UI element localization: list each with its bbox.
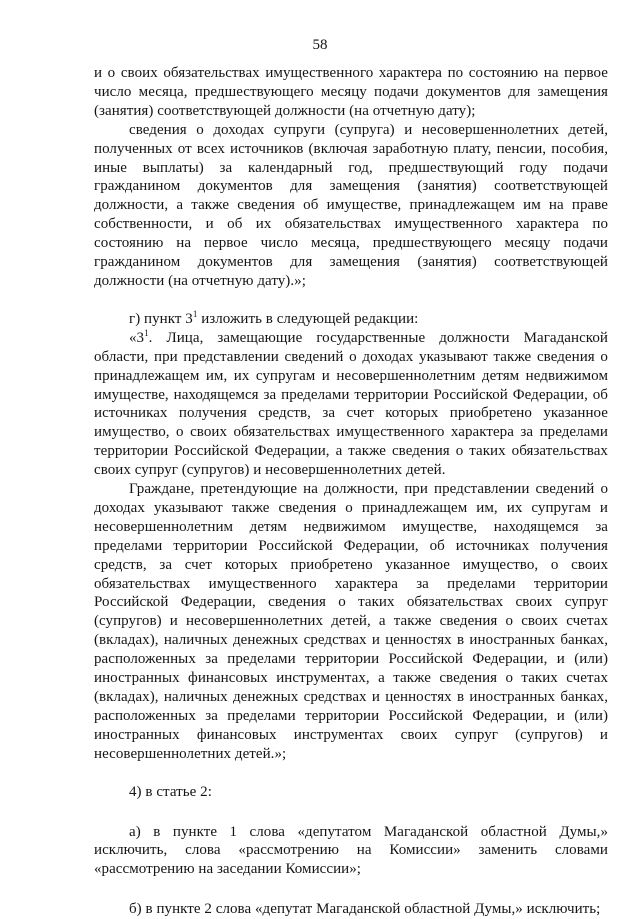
paragraph-article-2: 4) в статье 2: bbox=[129, 783, 212, 800]
paragraph-citizens-applicants: Граждане, претендующие на должности, при представлении сведений о доходах указывают также сведения о принадлежащем им, их супругам и несовершеннолетним детям недвижимом имуществе, находящемся за пределами территории Российской Федерации, об источниках получения средств, за счет которых приобретено указанное имущество, о своих обязательствах имущественного характера за пределами территории Российской Федерации, сведения о таких обязательствах своих супруг (супругов) и несовершеннолетних детей, а также сведения о своих счетах (вкладах), наличных денежных средствах и ценностях в иностранных банках, расположенных за пределами территории Российской Федерации, и (или) иностранных финансовых инструментах, а также сведения о таких счетах (вкладах), наличных денежных средствах и ценностях в иностранных банках, расположенных за пределами территории Российской Федерации, и (или) иностранных финансовых инструментах своих супруг (супругов) и несовершеннолетних детей.»; bbox=[94, 481, 608, 762]
item-g-superscript: 1 bbox=[192, 308, 198, 319]
paragraph-spouse-income: сведения о доходах супруги (супруга) и несовершеннолетних детей, полученных от всех источников (включая заработную плату, пенсии, пособия, иные выплаты) за календарный год, предшествующий году подачи гражданином документов для замещения (занятия) соответствующей должности, а также сведения об имуществе, принадлежащем им на праве собственности, и об их обязательствах имущественного характера по состоянию на первое число месяца, предшествующего месяцу подачи гражданином документов для замещения (занятия) соответствующей должности (на отчетную дату).»; bbox=[94, 121, 608, 289]
point-3-1-text: . Лица, замещающие государственные должности Магаданской области, при представлении сведений о доходах указывают также сведения о принадлежащем им, их супругам и несовершеннолетним детям недвижимом имуществе, находящемся за пределами территории Российской Федерации, об источниках получения средств, за счет которых приобретено указанное имущество, о своих обязательствах имущественного характера за пределами территории Российской Федерации, а также сведения о таких обязательствах своих супруг (супругов) и несовершеннолетних детей. bbox=[94, 329, 608, 479]
paragraph-item-b: б) в пункте 2 слова «депутат Магаданской областной Думы,» исключить; bbox=[129, 901, 601, 918]
page-number: 58 bbox=[312, 37, 328, 53]
paragraph-obligations-continuation: и о своих обязательствах имущественного характера по состоянию на первое число месяца, предшествующего месяцу подачи документов для замещения (занятия) соответствующей должности (на отчетную дату); bbox=[94, 65, 608, 119]
paragraph-point-3-1 bbox=[94, 329, 608, 480]
paragraph-item-g bbox=[94, 310, 608, 329]
point-3-1-superscript: 1 bbox=[144, 327, 149, 338]
item-g-text-end: изложить в следующей редакции: bbox=[197, 310, 419, 327]
paragraph-item-a: а) в пункте 1 слова «депутатом Магаданской областной Думы,» исключить, слова «рассмотрению на Комиссии» заменить словами «рассмотрению на заседании Комиссии»; bbox=[94, 823, 608, 878]
item-g-text-start: г) пункт 3 bbox=[129, 310, 193, 327]
document-body bbox=[94, 64, 608, 919]
point-3-1-number: «3 bbox=[129, 329, 145, 346]
